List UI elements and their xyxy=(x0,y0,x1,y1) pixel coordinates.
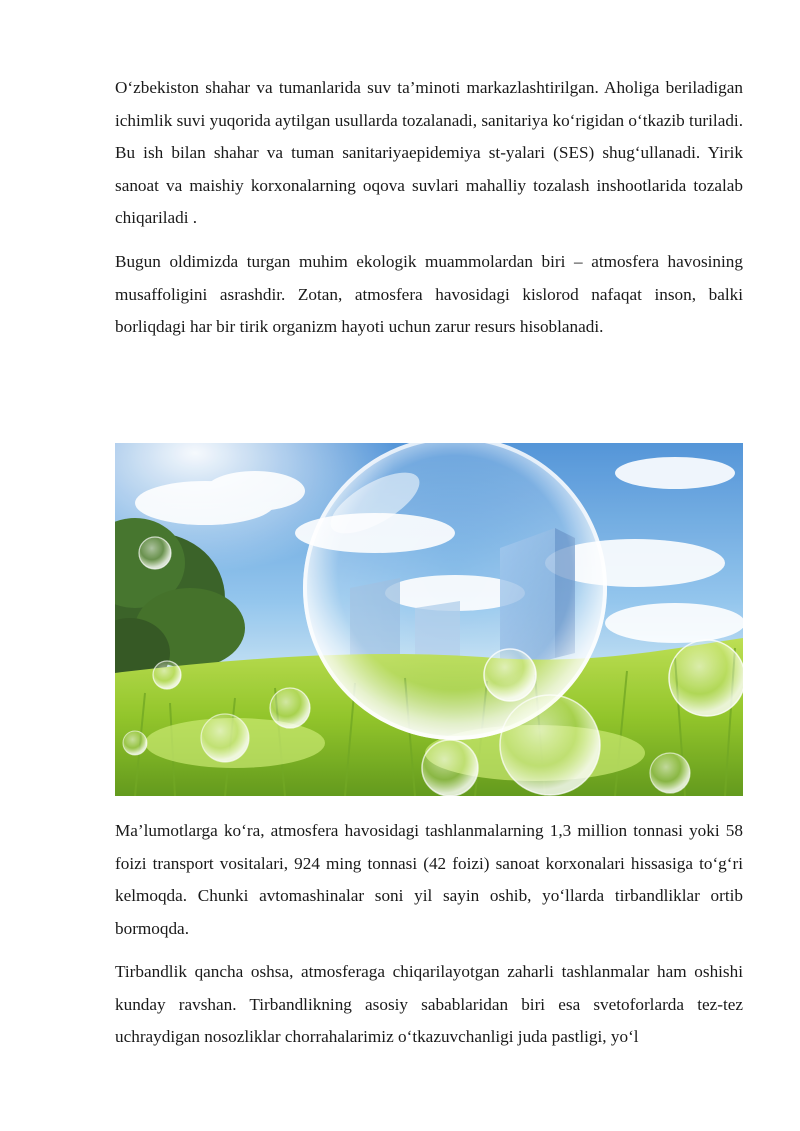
paragraph-emissions-statistics: Ma’lumotlarga ko‘ra, atmosfera havosidagi tashlanmalarning 1,3 million tonnasi yoki 58 foizi transport vositalari, 924 ming tonnasi (42 foizi) sanoat korxonalari hissasiga to‘g‘ri kelmoqda. Chunki avtomashinalar soni yil sayin oshib, yo‘llarda tirbandliklar ortib bormoqda. xyxy=(115,821,743,938)
paragraph-traffic-congestion: Tirbandlik qancha oshsa, atmosferaga chiqarilayotgan zaharli tashlanmalar ham oshishi kunday ravshan. Tirbandlikning asosiy sabablaridan biri esa svetoforlarda tez-tez uchraydigan nosozliklar chorrahalarimiz o‘tkazuvchanligi juda pastligi, yo‘l xyxy=(115,962,743,1047)
eco-bubble-illustration xyxy=(115,443,743,796)
paragraph-air-protection: Bugun oldimizda turgan muhim ekologik muammolardan biri – atmosfera havosining musaffoligini asrashdir. Zotan, atmosfera havosidagi kislorod nafaqat inson, balki borliqdagi har bir tirik organizm hayoti uchun zarur resurs hisoblanadi. xyxy=(115,252,743,337)
paragraph-water-supply: O‘zbekiston shahar va tumanlarida suv ta’minoti markazlashtirilgan. Aholiga beriladigan ichimlik suvi yuqorida aytilgan usullarda tozalanadi, sanitariya ko‘rigidan o‘tkazib turiladi. Bu ish bilan shahar va tuman sanitariyaepidemiya st-yalari (SES) shug‘ullanadi. Yirik sanoat va maishiy korxonalarning oqova suvlari mahalliy tozalash inshootlarida tozalab chiqariladi . xyxy=(115,78,743,228)
